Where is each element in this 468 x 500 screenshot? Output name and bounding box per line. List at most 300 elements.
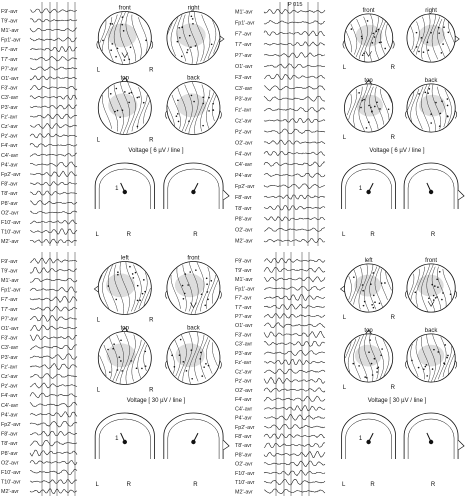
electrode-dot xyxy=(129,266,131,268)
electrode-dot xyxy=(137,97,139,99)
brain-outline xyxy=(168,419,219,459)
electrode-dot xyxy=(143,102,145,104)
eeg-trace xyxy=(30,67,77,71)
channel-label: F4'-avr xyxy=(235,397,252,404)
channel-label: O2'-avr xyxy=(1,460,19,467)
electrode-dot xyxy=(368,105,370,107)
channel-label: T7'-avr xyxy=(1,56,18,63)
view-label: front xyxy=(187,255,200,262)
eeg-trace xyxy=(30,392,77,397)
channel-label: F3'-avr xyxy=(235,74,252,81)
side-label-right: R xyxy=(126,232,131,238)
electrode-dot xyxy=(135,272,137,274)
channel-label: P7'-avr xyxy=(1,66,18,73)
side-label-left: L xyxy=(342,65,347,72)
channel-label: F7'-avr xyxy=(235,31,252,38)
electrode-dot xyxy=(441,100,443,102)
electrode-dot xyxy=(110,93,112,95)
potential-region xyxy=(106,273,135,297)
electrode-dot xyxy=(378,366,380,368)
eeg-trace xyxy=(30,489,77,494)
ear xyxy=(165,111,167,119)
electrode-dot xyxy=(351,28,353,30)
eeg-trace xyxy=(264,238,325,242)
eeg-trace xyxy=(264,313,325,318)
channel-label: O2'-avr xyxy=(1,210,19,217)
electrode-dot xyxy=(372,42,374,44)
electrode-dot xyxy=(111,23,113,25)
electrode-dot xyxy=(426,364,428,366)
voltage-caption: Voltage [ 30 µV / line ] xyxy=(126,398,186,404)
voltage-caption: Voltage [ 6 µV / line ] xyxy=(128,148,184,154)
top-head-map xyxy=(98,77,151,134)
eeg-trace xyxy=(30,153,77,157)
electrode-dot xyxy=(428,49,430,51)
eeg-trace xyxy=(264,443,325,448)
right-head-map xyxy=(167,11,224,64)
electrode-dot xyxy=(117,271,119,273)
brain-outline xyxy=(408,419,454,459)
channel-label: C4'-avr xyxy=(1,402,19,409)
channel-label: M2'-avr xyxy=(1,489,19,496)
electrode-dot xyxy=(123,30,125,32)
electrode-dot xyxy=(361,36,363,38)
eeg-trace xyxy=(30,440,77,446)
channel-label: Cz'-avr xyxy=(1,124,18,130)
eeg-trace xyxy=(30,220,77,224)
eeg-trace xyxy=(30,211,77,214)
front-head-map xyxy=(97,11,153,64)
eeg-trace xyxy=(264,470,325,476)
electrode-dot xyxy=(184,293,186,295)
side-label-right: R xyxy=(193,232,198,238)
electrode-dot xyxy=(411,360,413,362)
channel-label: O2'-avr xyxy=(235,140,253,147)
channel-label: F7'-avr xyxy=(235,295,252,302)
electrode-dot xyxy=(204,304,206,306)
side-label-right: R xyxy=(370,232,375,238)
electrode-dot xyxy=(442,43,444,45)
view-label: back xyxy=(424,327,438,334)
electrode-dot xyxy=(364,301,366,303)
channel-label: C3'-avr xyxy=(1,345,19,352)
electrode-dot xyxy=(436,278,438,280)
eeg-trace xyxy=(30,239,77,243)
electrode-dot xyxy=(435,297,437,299)
electrode-dot xyxy=(376,30,378,32)
eeg-trace xyxy=(30,431,77,436)
channel-label: Pz'-avr xyxy=(235,129,252,136)
eeg-trace xyxy=(30,479,77,483)
electrode-dot xyxy=(370,283,372,285)
channel-label: Fp2'-avr xyxy=(235,184,255,190)
electrode-dot xyxy=(117,48,119,50)
electrode-dot xyxy=(182,285,184,287)
electrode-dot xyxy=(360,107,362,109)
eeg-trace xyxy=(30,191,77,195)
nose xyxy=(340,286,344,292)
electrode-dot xyxy=(366,127,368,129)
electrode-dot xyxy=(137,126,139,128)
eeg-trace xyxy=(264,228,325,232)
eeg-trace xyxy=(264,295,325,301)
eeg-trace xyxy=(30,412,77,417)
channel-label: T10'-avr xyxy=(1,229,21,236)
front-head-map xyxy=(165,261,221,314)
eeg-trace xyxy=(30,162,77,167)
electrode-dot xyxy=(180,339,182,341)
eeg-trace xyxy=(264,86,325,91)
channel-label: T7'-avr xyxy=(1,306,18,313)
topographic-maps xyxy=(326,250,468,500)
channel-label: F3'-avr xyxy=(1,335,18,342)
electrode-dot xyxy=(195,269,197,271)
electrode-dot xyxy=(212,103,214,105)
electrode-dot xyxy=(181,56,183,58)
eeg-trace xyxy=(30,279,77,283)
eeg-trace xyxy=(264,108,325,113)
eeg-trace xyxy=(264,461,325,467)
electrode-dot xyxy=(373,307,375,309)
nose xyxy=(458,190,464,200)
channel-label: F3'-avr xyxy=(1,85,18,92)
electrode-dot xyxy=(427,92,429,94)
eeg-trace xyxy=(264,323,325,328)
channel-label: F4'-avr xyxy=(1,393,18,400)
nose xyxy=(94,286,98,292)
channel-label: F10'-avr xyxy=(1,470,21,476)
channel-label: P7'-avr xyxy=(235,53,252,60)
electrode-dot xyxy=(363,52,365,54)
electrode-dot xyxy=(437,351,439,353)
electrode-dot xyxy=(358,365,360,367)
nose xyxy=(223,440,229,450)
channel-label: P3'-avr xyxy=(1,354,18,361)
view-label: left xyxy=(364,257,373,264)
topographic-maps xyxy=(78,0,234,250)
channel-label: M1'-avr xyxy=(235,9,253,16)
view-label: right xyxy=(425,7,437,14)
electrode-dot xyxy=(122,16,124,18)
eeg-trace xyxy=(264,42,325,46)
view-label: back xyxy=(424,77,438,84)
side-label-left: L xyxy=(96,317,100,324)
dipole-source xyxy=(191,190,195,194)
electrode-dot xyxy=(144,351,146,353)
electrode-dot xyxy=(207,291,209,293)
electrode-dot xyxy=(186,52,188,54)
electrode-dot xyxy=(436,296,438,298)
electrode-dot xyxy=(117,274,119,276)
channel-label: M1'-avr xyxy=(235,277,253,284)
side-label-right: R xyxy=(126,482,131,488)
dipole-source xyxy=(429,190,433,194)
eeg-trace xyxy=(264,489,325,493)
electrode-dot xyxy=(433,295,435,297)
eeg-trace xyxy=(264,74,325,79)
electrode-dot xyxy=(130,360,132,362)
channel-label: F9'-avr xyxy=(1,8,18,15)
eeg-trace xyxy=(30,229,77,235)
eeg-trace xyxy=(264,304,325,309)
electrode-dot xyxy=(372,272,374,274)
electrode-dot xyxy=(372,33,374,35)
top-head-map xyxy=(344,327,392,382)
electrode-dot xyxy=(353,276,355,278)
electrode-dot xyxy=(447,355,449,357)
dipole-number: 1 xyxy=(358,186,363,192)
electrode-dot xyxy=(416,32,418,34)
view-label: front xyxy=(118,5,131,12)
electrode-dot xyxy=(371,110,373,112)
electrode-dot xyxy=(429,88,431,90)
channel-label: P4'-avr xyxy=(1,162,18,169)
channel-label: C4'-avr xyxy=(1,152,19,159)
channel-label: C4'-avr xyxy=(235,162,253,169)
view-label: front xyxy=(425,257,438,264)
channel-label: T9'-avr xyxy=(235,267,252,274)
potential-region xyxy=(419,25,446,47)
eeg-trace xyxy=(264,53,325,58)
eeg-traces xyxy=(0,0,78,250)
channel-label: P8'-avr xyxy=(235,216,252,223)
channel-label: F4'-avr xyxy=(1,143,18,150)
eeg-trace xyxy=(264,140,325,145)
electrode-dot xyxy=(363,99,365,101)
electrode-dot xyxy=(433,349,435,351)
potential-region xyxy=(355,345,382,367)
electrode-dot xyxy=(178,27,180,29)
channel-label: T7'-avr xyxy=(235,304,252,311)
brain-outline xyxy=(168,169,219,209)
side-label-left: L xyxy=(342,135,347,142)
back-head-map xyxy=(405,334,456,382)
eeg-trace xyxy=(264,217,325,221)
dipole-number: 1 xyxy=(115,186,119,192)
electrode-dot xyxy=(122,109,124,111)
electrode-dot xyxy=(201,375,203,377)
electrode-dot xyxy=(435,102,437,104)
view-label: back xyxy=(187,75,200,82)
electrode-dot xyxy=(142,293,144,295)
channel-label: O1'-avr xyxy=(1,326,19,332)
eeg-trace xyxy=(30,258,77,264)
electrode-dot xyxy=(141,368,143,370)
eeg-trace xyxy=(264,479,325,485)
eeg-trace xyxy=(264,331,325,337)
electrode-dot xyxy=(372,374,374,376)
brain-outline xyxy=(99,419,150,459)
channel-label: P8'-avr xyxy=(235,452,252,459)
panel-bottom-left xyxy=(0,250,234,500)
electrode-dot xyxy=(145,39,147,41)
voltage-caption: Voltage [ 30 µV / line ] xyxy=(367,398,427,404)
electrode-dot xyxy=(112,348,114,350)
electrode-dot xyxy=(446,357,448,359)
electrode-dot xyxy=(416,46,418,48)
eeg-trace xyxy=(30,460,77,465)
eeg-trace xyxy=(264,151,325,155)
eeg-trace xyxy=(30,421,77,427)
electrode-dot xyxy=(174,366,176,368)
eeg-trace xyxy=(30,450,77,456)
electrode-dot xyxy=(438,27,440,29)
ear xyxy=(455,360,457,368)
nose xyxy=(458,440,464,450)
channel-label: M2'-avr xyxy=(1,239,19,246)
electrode-dot xyxy=(374,358,376,360)
electrode-dot xyxy=(203,366,205,368)
electrode-dot xyxy=(373,295,375,297)
channel-label: M2'-avr xyxy=(235,489,253,496)
eeg-trace xyxy=(30,374,77,379)
eeg-trace xyxy=(30,315,77,321)
electrode-dot xyxy=(211,280,213,282)
channel-label: O1'-avr xyxy=(235,323,253,330)
channel-label: T9'-avr xyxy=(1,18,18,25)
voltage-caption: Voltage [ 6 µV / line ] xyxy=(369,148,425,154)
eeg-trace xyxy=(30,182,77,186)
dipole-number: 1 xyxy=(358,436,363,442)
electrode-dot xyxy=(430,122,432,124)
side-label-left: L xyxy=(96,387,100,394)
potential-region xyxy=(356,25,383,47)
ear xyxy=(405,290,407,298)
top-head-map xyxy=(344,77,392,132)
side-dipole-schematic xyxy=(404,163,464,209)
channel-label: Fp1'-avr xyxy=(1,37,21,44)
electrode-dot xyxy=(102,40,104,42)
eeg-trace xyxy=(30,76,77,80)
eeg-trace xyxy=(264,9,325,14)
eeg-trace xyxy=(264,286,325,291)
channel-label: P4'-avr xyxy=(235,173,252,180)
electrode-dot xyxy=(110,49,112,51)
electrode-dot xyxy=(195,45,197,47)
front-head-map xyxy=(343,14,394,62)
eeg-trace xyxy=(264,184,325,189)
electrode-dot xyxy=(431,284,433,286)
electrode-dot xyxy=(120,360,122,362)
eeg-trace xyxy=(30,469,77,475)
electrode-dot xyxy=(384,282,386,284)
view-label: top xyxy=(364,327,373,334)
electrode-dot xyxy=(131,92,133,94)
electrode-dot xyxy=(115,299,117,301)
coronal-dipole-schematic xyxy=(342,163,396,209)
side-label-right: R xyxy=(149,67,154,74)
side-label-right: R xyxy=(390,315,395,322)
electrode-dot xyxy=(428,297,430,299)
electrode-dot xyxy=(376,101,378,103)
electrode-dot xyxy=(378,29,380,31)
eeg-trace xyxy=(264,341,325,346)
channel-label: F8'-avr xyxy=(235,434,252,440)
panel-top-right xyxy=(234,0,468,250)
ear xyxy=(165,291,167,299)
eeg-trace xyxy=(30,56,77,61)
electrode-dot xyxy=(207,299,209,301)
side-label-right: R xyxy=(430,232,436,238)
electrode-dot xyxy=(191,378,193,380)
electrode-dot xyxy=(181,26,183,28)
electrode-dot xyxy=(117,110,119,112)
eeg-trace xyxy=(30,325,77,331)
dipole-source xyxy=(123,190,127,194)
dipole-source xyxy=(191,440,195,444)
topographic-maps xyxy=(78,250,234,500)
electrode-dot xyxy=(113,343,115,345)
electrode-dot xyxy=(187,49,189,51)
channel-label: T9'-avr xyxy=(1,268,18,275)
topographic-maps xyxy=(326,0,468,250)
channel-label: F7'-avr xyxy=(1,47,18,54)
electrode-dot xyxy=(427,41,429,43)
head-outline xyxy=(342,413,396,459)
electrode-dot xyxy=(441,299,443,301)
eeg-trace xyxy=(264,173,325,177)
channel-label: C3'-avr xyxy=(235,341,253,348)
electrode-dot xyxy=(368,121,370,123)
side-label-left: L xyxy=(96,137,100,144)
view-label: right xyxy=(187,5,200,12)
electrode-dot xyxy=(145,365,147,367)
electrode-dot xyxy=(444,344,446,346)
electrode-dot xyxy=(202,96,204,98)
dipole-source xyxy=(366,440,370,444)
eeg-trace xyxy=(30,402,77,407)
head-outline xyxy=(164,413,223,459)
electrode-dot xyxy=(208,365,210,367)
right-head-map xyxy=(407,14,459,62)
channel-label: F9'-avr xyxy=(235,258,252,265)
electrode-dot xyxy=(352,363,354,365)
eeg-trace xyxy=(264,369,325,374)
electrode-dot xyxy=(121,370,123,372)
electrode-dot xyxy=(442,292,444,294)
electrode-dot xyxy=(116,88,118,90)
channel-label: F8'-avr xyxy=(1,431,18,438)
electrode-dot xyxy=(213,109,215,111)
electrode-dot xyxy=(193,101,195,103)
electrode-dot xyxy=(202,125,204,127)
brain-outline xyxy=(408,169,454,209)
channel-label: O2'-avr xyxy=(235,227,253,234)
eeg-trace xyxy=(30,306,77,311)
top-head-map xyxy=(98,327,151,384)
channel-label: P8'-avr xyxy=(1,200,18,207)
electrode-dot xyxy=(423,51,425,53)
electrode-dot xyxy=(111,43,113,45)
side-label-right: R xyxy=(193,482,198,488)
eeg-trace xyxy=(264,267,325,272)
side-label-left: L xyxy=(342,385,347,392)
electrode-dot xyxy=(418,51,420,53)
eeg-trace xyxy=(264,162,325,167)
eeg-trace xyxy=(264,405,325,410)
electrode-dot xyxy=(107,349,109,351)
eeg-trace xyxy=(264,452,325,458)
channel-label: P3'-avr xyxy=(235,350,252,357)
side-label-right: R xyxy=(149,387,154,394)
electrode-dot xyxy=(208,110,210,112)
electrode-dot xyxy=(191,95,193,97)
potential-region xyxy=(419,95,446,117)
channel-label: P3'-avr xyxy=(1,104,18,111)
channel-label: F10'-avr xyxy=(235,470,255,477)
electrode-dot xyxy=(178,121,180,123)
electrode-dot xyxy=(418,367,420,369)
